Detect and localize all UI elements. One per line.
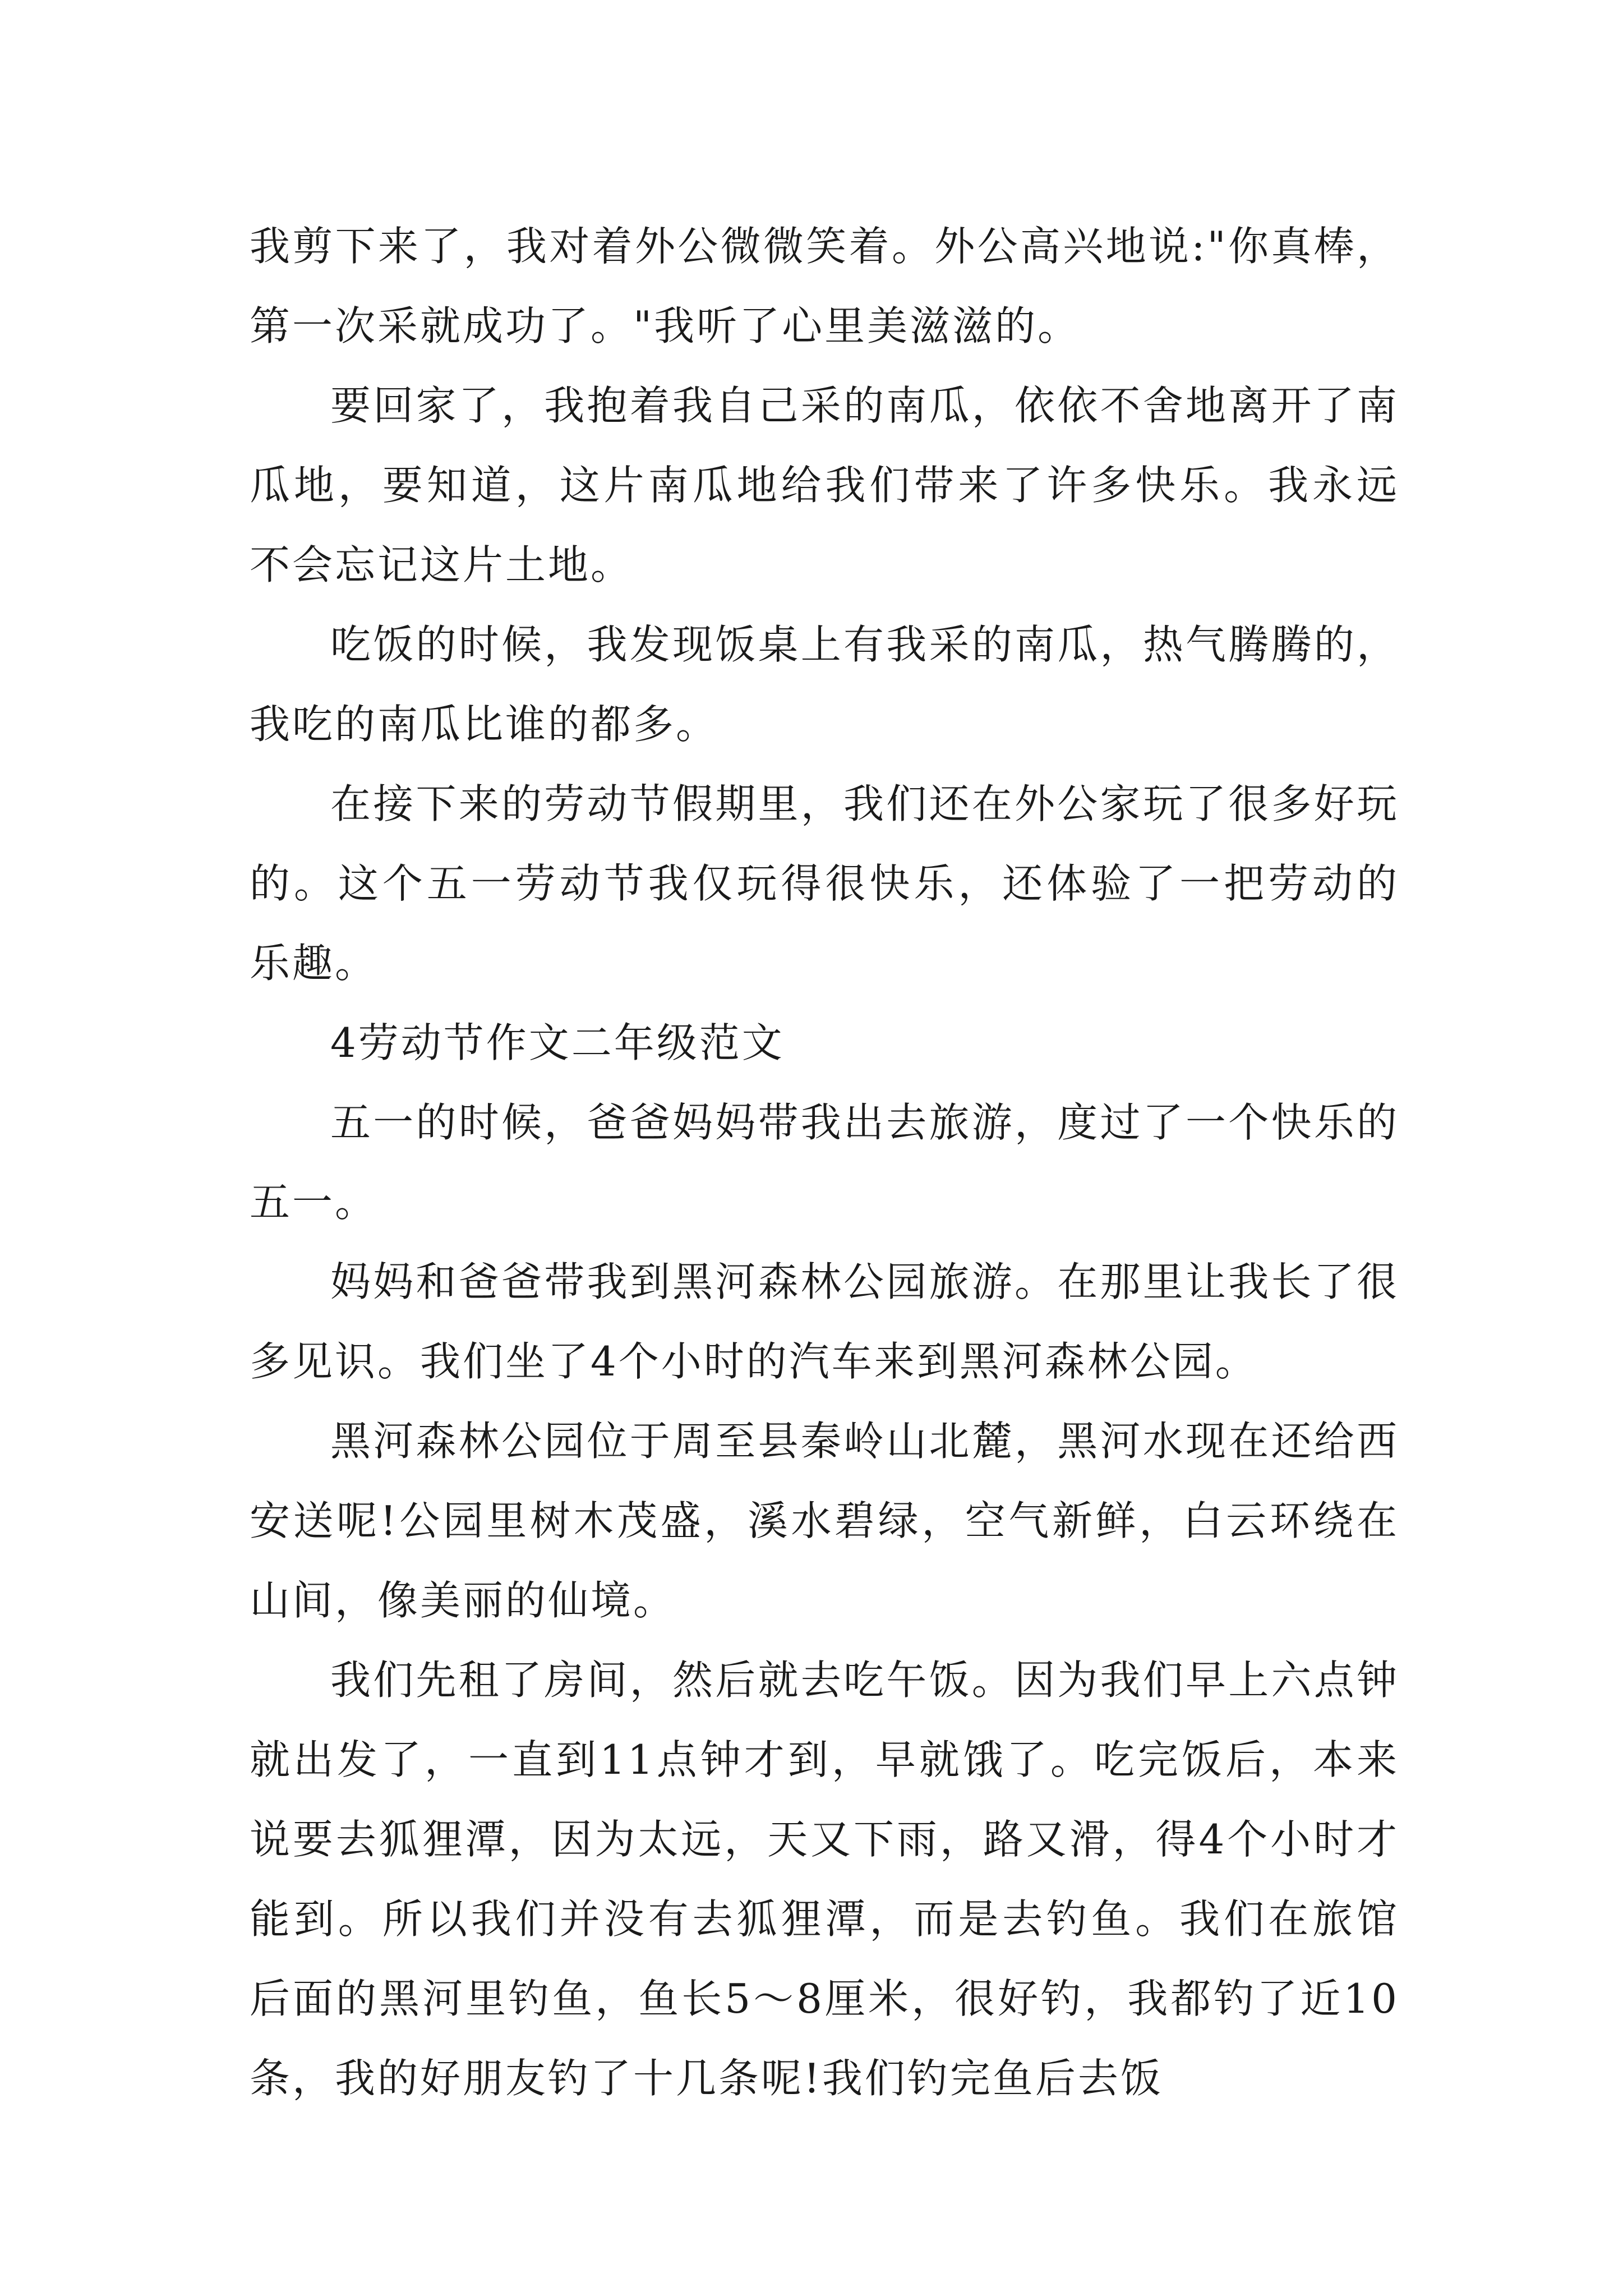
paragraph-6: 妈妈和爸爸带我到黑河森林公园旅游。在那里让我长了很多见识。我们坐了4个小时的汽车来到黑河森林公园。 — [250, 1258, 1399, 1385]
paragraph-2: 要回家了，我抱着我自己采的南瓜，依依不舍地离开了南瓜地，要知道，这片南瓜地给我们带来了许多快乐。我永远不会忘记这片土地。 — [250, 382, 1399, 588]
section-heading: 4劳动节作文二年级范文 — [330, 1019, 785, 1066]
paragraph-4: 在接下来的劳动节假期里，我们还在外公家玩了很多好玩的。这个五一劳动节我仅玩得很快乐，还体验了一把劳动的乐趣。 — [250, 780, 1399, 987]
paragraph-8: 我们先租了房间，然后就去吃午饭。因为我们早上六点钟就出发了，一直到11点钟才到，早就饿了。吃完饭后，本来说要去狐狸潭，因为太远，天又下雨，路又滑，得4个小时才能到。所以我们并没有去狐狸潭，而是去钓鱼。我们在旅馆后面的黑河里钓鱼，鱼长5～8厘米，很好钓，我都钓了近10条，我的好朋友钓了十几条呢!我们钓完鱼后去饭 — [250, 1657, 1399, 2102]
paragraph-7: 黑河森林公园位于周至县秦岭山北麓，黑河水现在还给西安送呢!公园里树木茂盛，溪水碧绿，空气新鲜，白云环绕在山间，像美丽的仙境。 — [250, 1418, 1399, 1624]
paragraph-1: 我剪下来了，我对着外公微微笑着。外公高兴地说:"你真棒，第一次采就成功了。"我听了心里美滋滋的。 — [250, 223, 1399, 349]
document-body — [250, 206, 1399, 2118]
paragraph-3: 吃饭的时候，我发现饭桌上有我采的南瓜，热气腾腾的，我吃的南瓜比谁的都多。 — [250, 621, 1399, 748]
paragraph-5: 五一的时候，爸爸妈妈带我出去旅游，度过了一个快乐的五一。 — [250, 1099, 1399, 1226]
